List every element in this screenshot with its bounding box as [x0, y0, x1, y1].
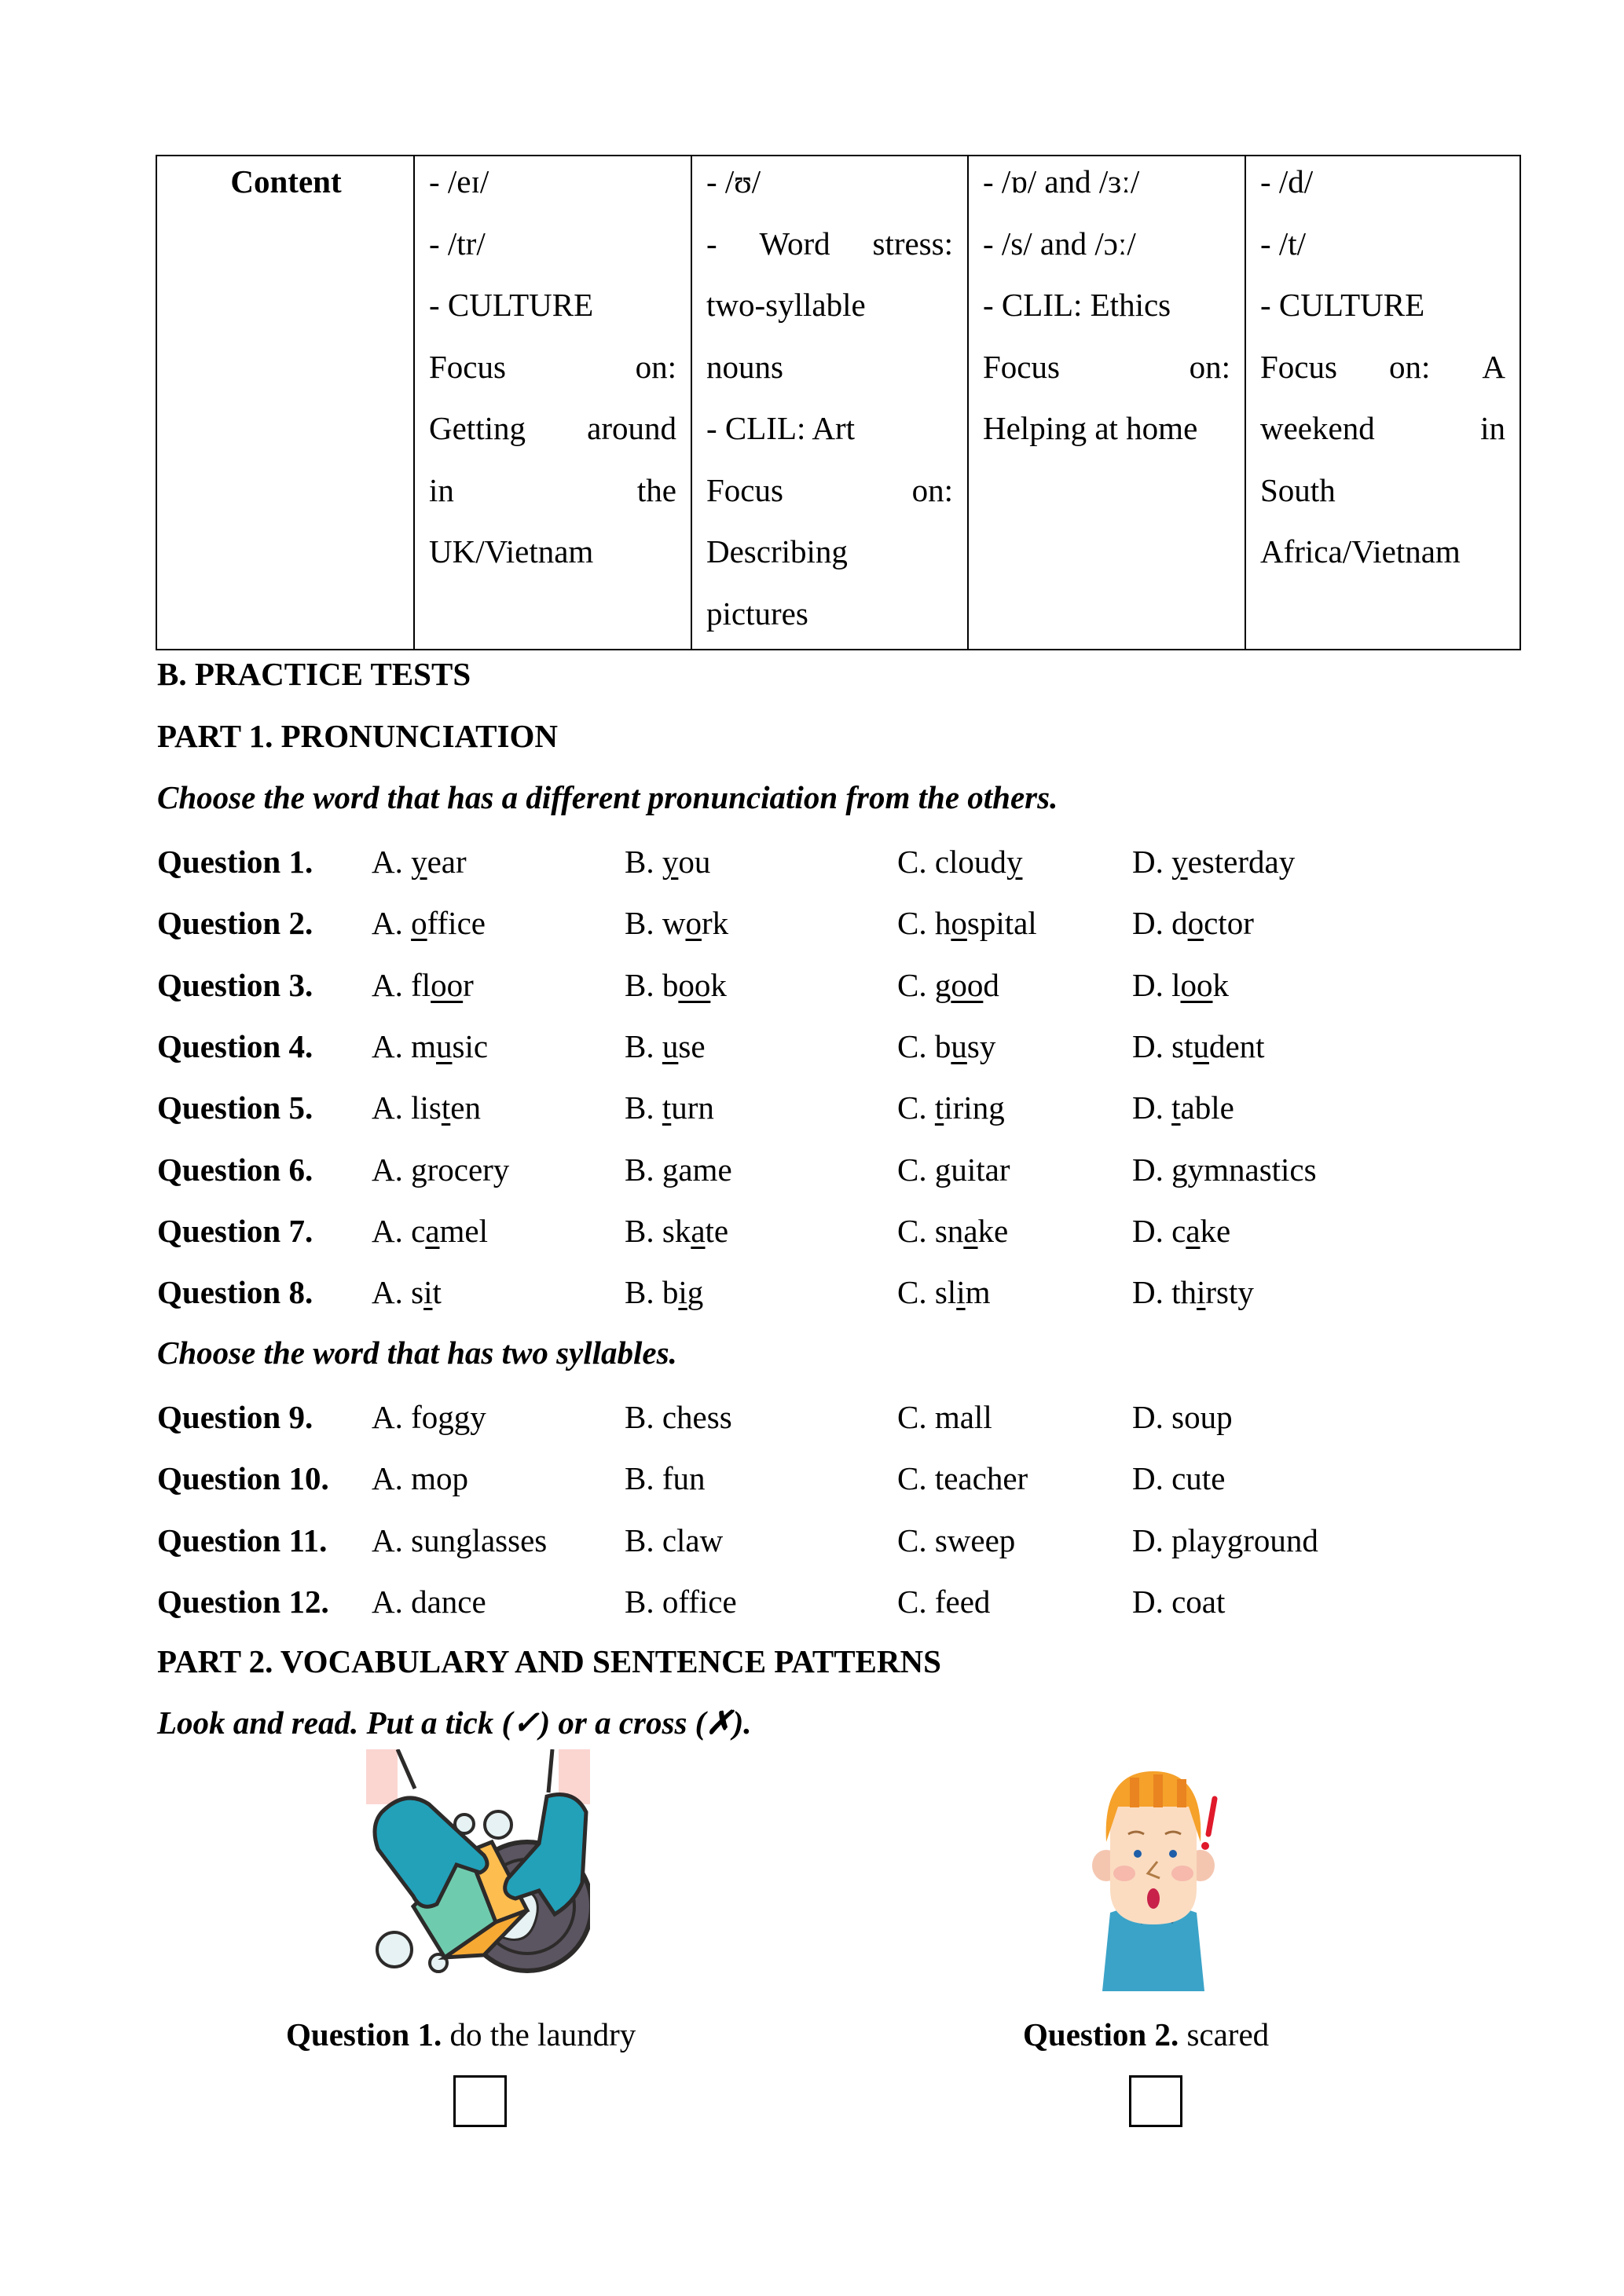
- table-cell-line: Helping at home: [983, 410, 1198, 446]
- part2-question-2-caption: Question 2. scared: [1023, 2016, 1270, 2052]
- answer-option-c[interactable]: C. busy: [897, 1027, 996, 1064]
- answer-option-b[interactable]: B. turn: [625, 1089, 714, 1126]
- answer-option-c[interactable]: C. teacher: [897, 1460, 1028, 1497]
- answer-option-b[interactable]: B. fun: [625, 1460, 706, 1497]
- surprised-boy-illustration: [1075, 1756, 1232, 1991]
- answer-checkbox-question-2[interactable]: [1129, 2075, 1182, 2127]
- answer-option-b[interactable]: B. claw: [625, 1522, 724, 1558]
- answer-option-d[interactable]: D. gymnastics: [1132, 1151, 1317, 1188]
- answer-option-a[interactable]: A. sit: [372, 1274, 442, 1311]
- table-cell-line: UK/Vietnam: [429, 533, 594, 569]
- question-label: Question 7.: [157, 1212, 313, 1249]
- question-label: Question 1.: [157, 844, 313, 880]
- answer-option-a[interactable]: A. mop: [372, 1460, 468, 1497]
- answer-option-d[interactable]: D. soup: [1132, 1399, 1233, 1435]
- question-label: Question 11.: [157, 1522, 328, 1558]
- answer-option-b[interactable]: B. big: [625, 1274, 704, 1311]
- table-cell-line: Focus on:: [706, 471, 953, 508]
- answer-option-b[interactable]: B. book: [625, 966, 727, 1003]
- question-label: Question 8.: [157, 1274, 313, 1311]
- table-cell-line: - /eɪ/: [429, 163, 489, 200]
- question-label: Question 4.: [157, 1027, 313, 1064]
- table-cell-line: - /t/: [1260, 225, 1307, 262]
- question-label: Question 3.: [157, 966, 313, 1003]
- table-cell-line: weekend in: [1260, 410, 1505, 446]
- table-cell-line: Focus on:: [983, 348, 1230, 385]
- answer-option-b[interactable]: B. you: [625, 844, 711, 880]
- table-cell-line: Getting around: [429, 410, 676, 446]
- answer-option-d[interactable]: D. doctor: [1132, 905, 1254, 942]
- answer-option-a[interactable]: A. music: [372, 1027, 489, 1064]
- table-cell-line: Focus on:: [429, 348, 676, 385]
- table-cell-line: - /ɒ/ and /ɜː/: [983, 163, 1140, 200]
- question-label: Question 10.: [157, 1460, 329, 1497]
- answer-option-b[interactable]: B. chess: [625, 1399, 732, 1435]
- answer-option-a[interactable]: A. floor: [372, 966, 474, 1003]
- table-cell-line: Describing: [706, 533, 848, 569]
- answer-option-b[interactable]: B. office: [625, 1583, 737, 1620]
- answer-option-d[interactable]: D. look: [1132, 966, 1229, 1003]
- table-cell-line: two-syllable: [706, 287, 866, 323]
- question-label: Question 12.: [157, 1583, 329, 1620]
- table-cell-line: in the: [429, 471, 676, 508]
- answer-option-d[interactable]: D. cake: [1132, 1212, 1231, 1249]
- answer-option-a[interactable]: A. listen: [372, 1089, 481, 1126]
- question-label: Question 5.: [157, 1089, 313, 1126]
- answer-option-d[interactable]: D. yesterday: [1132, 844, 1296, 880]
- answer-option-c[interactable]: C. hospital: [897, 905, 1037, 942]
- answer-option-c[interactable]: C. good: [897, 966, 999, 1003]
- answer-option-c[interactable]: C. sweep: [897, 1522, 1016, 1558]
- table-cell-unit-2: [692, 156, 967, 649]
- answer-option-d[interactable]: D. student: [1132, 1027, 1265, 1064]
- answer-option-a[interactable]: A. dance: [372, 1583, 486, 1620]
- table-cell-line: - /d/: [1260, 163, 1314, 200]
- table-cell-line: - CULTURE: [1260, 287, 1425, 323]
- answer-option-c[interactable]: C. tiring: [897, 1089, 1005, 1126]
- table-cell-line: - CLIL: Ethics: [983, 287, 1171, 323]
- table-cell-line: Focus on: A: [1260, 348, 1505, 385]
- table-cell-line: pictures: [706, 595, 808, 632]
- answer-option-a[interactable]: A. office: [372, 905, 486, 942]
- answer-option-c[interactable]: C. slim: [897, 1274, 991, 1311]
- answer-option-d[interactable]: D. playground: [1132, 1522, 1318, 1558]
- part2-question-1-caption: Question 1. do the laundry: [286, 2016, 636, 2052]
- answer-option-c[interactable]: C. snake: [897, 1212, 1009, 1249]
- table-cell-line: - CLIL: Art: [706, 410, 856, 446]
- answer-option-a[interactable]: A. camel: [372, 1212, 488, 1249]
- answer-option-b[interactable]: B. work: [625, 905, 729, 942]
- answer-option-a[interactable]: A. sunglasses: [372, 1522, 548, 1558]
- question-label: Question 6.: [157, 1151, 313, 1188]
- answer-option-c[interactable]: C. cloudy: [897, 844, 1023, 880]
- table-cell-unit-1: [415, 156, 691, 649]
- table-cell-line: nouns: [706, 348, 783, 385]
- pronunciation-instruction: Choose the word that has a different pronunciation from the others.: [157, 779, 1058, 815]
- table-cell-line: - CULTURE: [429, 287, 594, 323]
- answer-option-c[interactable]: C. mall: [897, 1399, 992, 1435]
- part1-title: PART 1. PRONUNCIATION: [157, 718, 558, 754]
- part2-title: PART 2. VOCABULARY AND SENTENCE PATTERNS: [157, 1643, 941, 1679]
- part2-instruction: Look and read. Put a tick (✓) or a cross (✗).: [157, 1705, 752, 1741]
- answer-option-c[interactable]: C. feed: [897, 1583, 991, 1620]
- answer-option-a[interactable]: A. foggy: [372, 1399, 486, 1435]
- answer-option-b[interactable]: B. game: [625, 1151, 732, 1188]
- answer-option-b[interactable]: B. use: [625, 1027, 706, 1064]
- question-label: Question 2.: [157, 905, 313, 942]
- table-cell-line: - /ʊ/: [706, 163, 761, 200]
- question-label: Question 9.: [157, 1399, 313, 1435]
- answer-option-a[interactable]: A. year: [372, 844, 467, 880]
- syllable-instruction: Choose the word that has two syllables.: [157, 1335, 677, 1371]
- answer-option-c[interactable]: C. guitar: [897, 1151, 1010, 1188]
- section-b-title: B. PRACTICE TESTS: [157, 656, 471, 692]
- answer-checkbox-question-1[interactable]: [453, 2075, 507, 2127]
- table-cell-unit-3: [969, 156, 1245, 649]
- answer-option-a[interactable]: A. grocery: [372, 1151, 510, 1188]
- content-table: [156, 155, 1521, 650]
- table-cell-line: - /s/ and /ɔː/: [983, 225, 1136, 262]
- answer-option-d[interactable]: D. cute: [1132, 1460, 1226, 1497]
- table-cell-line: South: [1260, 471, 1336, 508]
- answer-option-d[interactable]: D. table: [1132, 1089, 1234, 1126]
- answer-option-d[interactable]: D. coat: [1132, 1583, 1226, 1620]
- answer-option-d[interactable]: D. thirsty: [1132, 1274, 1254, 1311]
- answer-option-b[interactable]: B. skate: [625, 1212, 729, 1249]
- table-cell-line: - Word stress:: [706, 225, 953, 262]
- table-cell-unit-4: [1246, 156, 1520, 649]
- washing-dishes-illustration: [366, 1749, 590, 1977]
- table-header-content: Content: [230, 163, 342, 200]
- table-cell-line: - /tr/: [429, 225, 486, 262]
- table-cell-line: Africa/Vietnam: [1260, 533, 1461, 569]
